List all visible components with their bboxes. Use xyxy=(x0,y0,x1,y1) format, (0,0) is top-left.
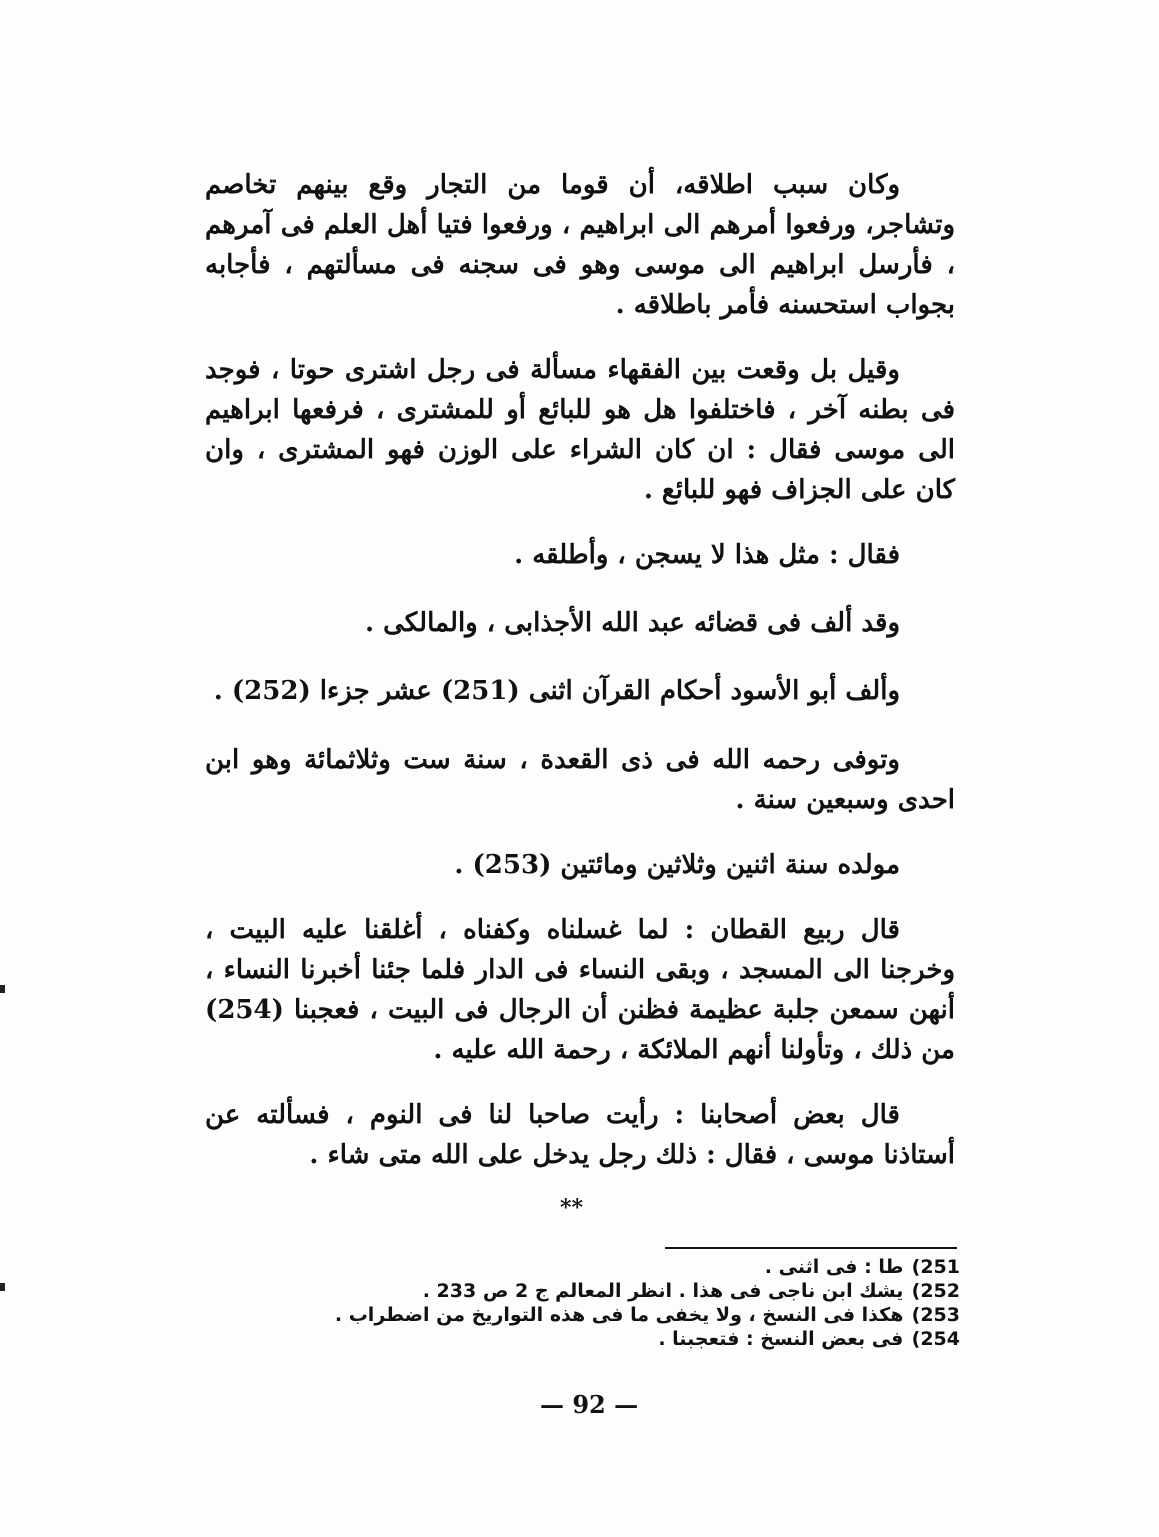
paragraph-1: وكان سبب اطلاقه، أن قوما من التجار وقع بينهم تخاصم وتشاجر، ورفعوا أمرهم الى ابراهيم ، ورفعوا فتيا أهل العلم فى آمرهم ، فأرسل ابراهيم الى موسى وهو فى سجنه فى مسألتهم ، فأجابه بجواب استحسنه فأمر باطلاقه . xyxy=(205,170,956,320)
paragraph-7: مولده سنة اثنين وثلاثين ومائتين (253) . xyxy=(454,850,900,880)
footnote-253 xyxy=(300,1303,960,1327)
footnote-number: 252) xyxy=(911,1280,960,1302)
footnote-text: فى بعض النسخ : فتعجبنا . xyxy=(658,1328,904,1350)
paragraph-8: قال ربيع القطان : لما غسلناه وكفناه ، أغلقنا عليه البيت ، وخرجنا الى المسجد ، وبقى النساء فى الدار فلما جئنا أخبرنا النساء ، أنهن سمعن جلبة عظيمة فظنن أن الرجال فى البيت ، فعجبنا (254) من ذلك ، وتأولنا أنهم الملائكة ، رحمة الله عليه . xyxy=(205,915,955,1065)
footnote-252 xyxy=(300,1279,960,1303)
scan-artifact xyxy=(0,1283,5,1291)
footnote-rule xyxy=(665,1247,957,1249)
footnote-number: 254) xyxy=(911,1328,960,1350)
paragraph-6: وتوفى رحمه الله فى ذى القعدة ، سنة ست وثلاثمائة وهو ابن احدى وسبعين سنة . xyxy=(205,745,955,815)
paragraph-9: قال بعض أصحابنا : رأيت صاحبا لنا فى النوم ، فسألته عن أستاذنا موسى ، فقال : ذلك رجل يدخل على الله متى شاء . xyxy=(205,1100,955,1170)
footnote-text: يشك ابن ناجى فى هذا . انظر المعالم ج 2 ص 233 . xyxy=(422,1280,904,1302)
page-number: — 92 — xyxy=(540,1390,639,1419)
footnote-text: هكذا فى النسخ ، ولا يخفى ما فى هذه التواريخ من اضطراب . xyxy=(334,1304,904,1326)
paragraph-5: وألف أبو الأسود أحكام القرآن اثنى (251) عشر جزءا (252) . xyxy=(213,676,900,706)
footnote-number: 253) xyxy=(911,1304,960,1326)
footnote-251 xyxy=(300,1255,960,1279)
paragraph-4: وقد ألف فى قضائه عبد الله الأجذابى ، والمالكى . xyxy=(365,608,900,638)
footnote-text: طا : فى اثنى . xyxy=(764,1256,904,1278)
paragraph-2: وقيل بل وقعت بين الفقهاء مسألة فى رجل اشترى حوتا ، فوجد فى بطنه آخر ، فاختلفوا هل هو للبائع أو للمشترى ، فرفعها ابراهيم الى موسى فقال : ان كان الشراء على الوزن فهو المشترى ، وان كان على الجزاف فهو للبائع . xyxy=(205,355,955,505)
footnotes xyxy=(300,1255,960,1351)
footnote-254 xyxy=(300,1327,960,1351)
footnote-number: 251) xyxy=(911,1256,960,1278)
section-separator: ** xyxy=(560,1195,584,1221)
paragraph-3: فقال : مثل هذا لا يسجن ، وأطلقه . xyxy=(514,540,900,570)
scan-artifact xyxy=(0,985,5,993)
